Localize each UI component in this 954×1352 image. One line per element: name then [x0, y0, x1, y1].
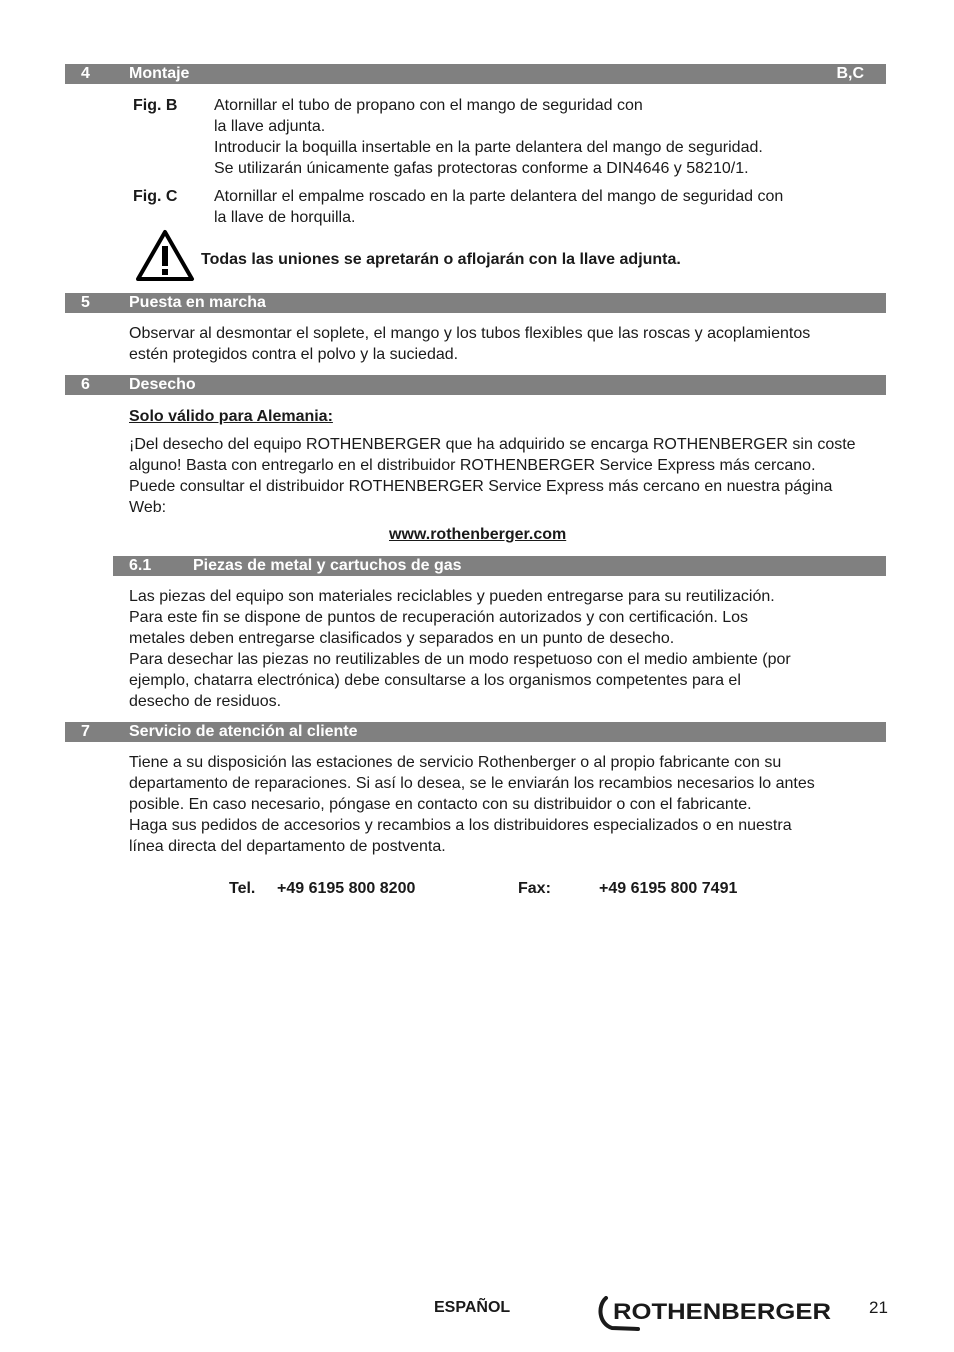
section-number: 4 [81, 65, 90, 82]
puesta-paragraph [129, 323, 889, 365]
text-line: metales deben entregarse clasificados y separados en un punto de desecho. [129, 630, 675, 647]
text-line: departamento de reparaciones. Si así lo desea, se le enviarán los recambios necesarios lo antes [129, 775, 815, 792]
section-title: Puesta en marcha [129, 294, 266, 311]
section-header-servicio [65, 722, 886, 742]
brand-name: ROTHENBERGER [613, 1299, 832, 1324]
text-line: Observar al desmontar el soplete, el mango y los tubos flexibles que las roscas y acoplamientos [129, 325, 811, 342]
fig-b-text [214, 95, 884, 179]
piezas-paragraph [129, 586, 889, 712]
fax-number: +49 6195 800 7491 [599, 880, 738, 897]
desecho-paragraph [129, 434, 889, 518]
section-header-desecho [65, 375, 886, 395]
servicio-paragraph [129, 752, 889, 857]
section-title: Montaje [129, 65, 190, 82]
text-line: la llave de horquilla. [214, 209, 356, 226]
fig-c-label: Fig. C [133, 188, 178, 205]
text-line: ¡Del desecho del equipo ROTHENBERGER que ha adquirido se encarga ROTHENBERGER sin coste [129, 436, 856, 453]
section-number: 6.1 [129, 557, 152, 574]
text-line: Haga sus pedidos de accesorios y recambios a los distribuidores especializados o en nuestra [129, 817, 792, 834]
text-line: Web: [129, 499, 167, 516]
text-line: la llave adjunta. [214, 118, 326, 135]
text-line: línea directa del departamento de postventa. [129, 838, 446, 855]
section-number: 5 [81, 294, 90, 311]
text-line: alguno! Basta con entregarlo en el distribuidor ROTHENBERGER Service Express más cercano. [129, 457, 816, 474]
text-line: Tiene a su disposición las estaciones de servicio Rothenberger o al propio fabricante con su [129, 754, 782, 771]
text-line: Atornillar el empalme roscado en la parte delantera del mango de seguridad con [214, 188, 784, 205]
text-line: ejemplo, chatarra electrónica) debe consultarse a los organismos competentes para el [129, 672, 741, 689]
section-header-piezas [113, 556, 886, 576]
figure-reference: B,C [836, 65, 864, 82]
text-line: Para desechar las piezas no reutilizables de un modo respetuoso con el medio ambiente (por [129, 651, 791, 668]
section-header-puesta-en-marcha [65, 293, 886, 313]
desecho-heading: Solo válido para Alemania: [129, 408, 333, 425]
section-title: Servicio de atención al cliente [129, 723, 358, 740]
fig-b-label: Fig. B [133, 97, 178, 114]
text-line: Se utilizarán únicamente gafas protectoras conforme a DIN4646 y 58210/1. [214, 160, 749, 177]
warning-triangle-icon [135, 229, 195, 282]
text-line: Para este fin se dispone de puntos de recuperación autorizados y con certificación. Los [129, 609, 749, 626]
footer-language: ESPAÑOL [434, 1299, 511, 1316]
section-number: 6 [81, 376, 90, 393]
tel-number: +49 6195 800 8200 [277, 880, 416, 897]
section-title: Piezas de metal y cartuchos de gas [193, 557, 462, 574]
section-title: Desecho [129, 376, 196, 393]
text-line: Atornillar el tubo de propano con el mango de seguridad con [214, 97, 643, 114]
text-line: Introducir la boquilla insertable en la parte delantera del mango de seguridad. [214, 139, 763, 156]
section-header-montaje [65, 64, 886, 84]
tel-label: Tel. [229, 880, 256, 897]
text-line: estén protegidos contra el polvo y la suciedad. [129, 346, 459, 363]
rothenberger-logo [596, 1296, 836, 1332]
fax-label: Fax: [518, 880, 551, 897]
fig-c-text [214, 186, 884, 228]
text-line: desecho de residuos. [129, 693, 282, 710]
text-line: Puede consultar el distribuidor ROTHENBERGER Service Express más cercano en nuestra página [129, 478, 833, 495]
website-link[interactable]: www.rothenberger.com [389, 526, 567, 543]
text-line: posible. En caso necesario, póngase en contacto con su distribuidor o con el fabricante. [129, 796, 752, 813]
text-line: Las piezas del equipo son materiales reciclables y pueden entregarse para su reutilización. [129, 588, 775, 605]
section-number: 7 [81, 723, 90, 740]
warning-text: Todas las uniones se apretarán o aflojarán con la llave adjunta. [201, 251, 681, 268]
page-number: 21 [869, 1298, 888, 1317]
